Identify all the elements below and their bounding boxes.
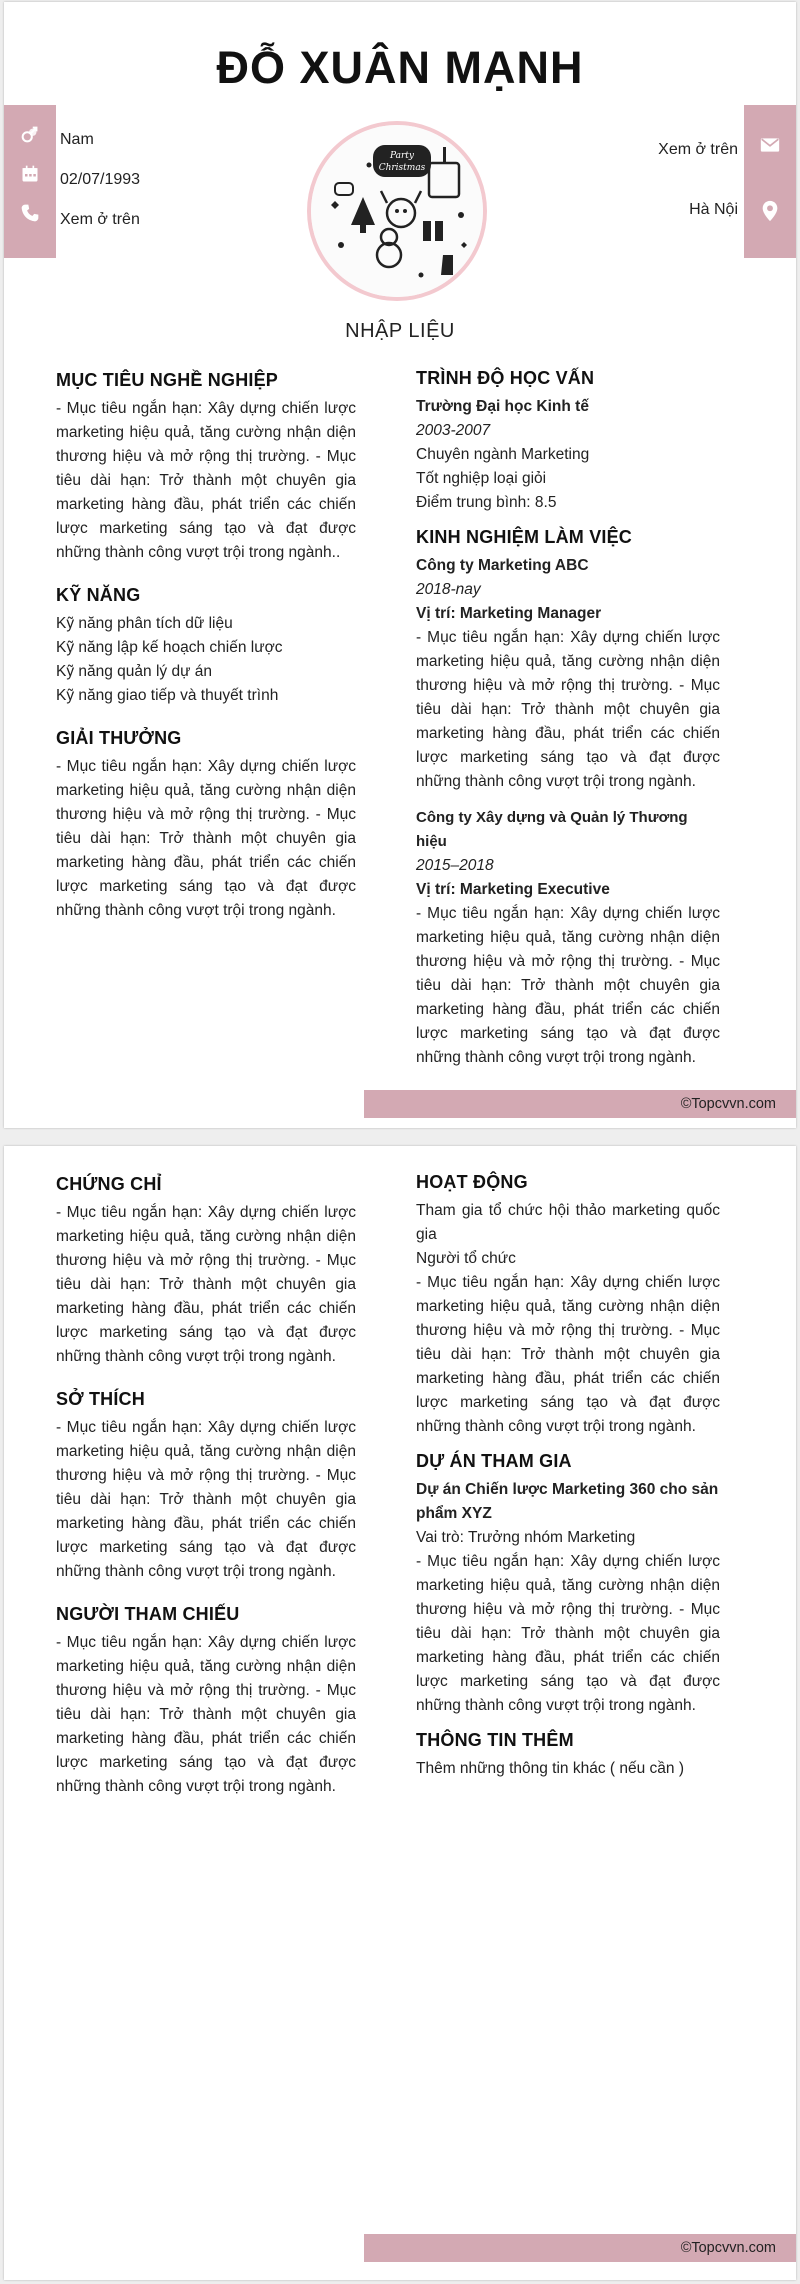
left-column-page1 <box>56 370 356 923</box>
footer-credit: ©Topcvvn.com <box>364 1090 796 1118</box>
profile-photo <box>307 121 487 301</box>
job-description: - Mục tiêu ngắn hạn: Xây dựng chiến lược marketing hiệu quả, tăng cường nhận diện thương hiệu và mở rộng thị trường. - Mục tiêu dài hạn: Trở thành một chuyên gia marketing hàng đầu, phát triển các chiến lược marketing sáng tạo và đạt được những thành công vượt trội trong ngành. <box>416 905 720 1066</box>
activity-role: Người tổ chức <box>416 1250 516 1267</box>
activity-text: - Mục tiêu ngắn hạn: Xây dựng chiến lược marketing hiệu quả, tăng cường nhận diện thương hiệu và mở rộng thị trường. - Mục tiêu dài hạn: Trở thành một chuyên gia marketing hàng đầu, phát triển các chiến lược marketing sáng tạo và đạt được những thành công vượt trội trong ngành. <box>416 1274 720 1435</box>
education-grade: Tốt nghiệp loại giỏi <box>416 470 547 487</box>
mail-icon <box>758 133 782 157</box>
job-period: 2018-nay <box>416 581 481 598</box>
job-position: Vị trí: Marketing Manager <box>416 605 602 622</box>
activity-name: Tham gia tổ chức hội thảo marketing quốc gia <box>416 1202 720 1243</box>
job-company: Công ty Marketing ABC <box>416 557 589 574</box>
job-position: Vị trí: Marketing Executive <box>416 881 610 898</box>
references-title: NGƯỜI THAM CHIẾU <box>56 1604 240 1624</box>
skill-item: Kỹ năng giao tiếp và thuyết trình <box>56 687 279 704</box>
gender-icon <box>18 123 42 147</box>
project-name: Dự án Chiến lược Marketing 360 cho sản phẩm XYZ <box>416 1481 719 1522</box>
right-column-page1 <box>416 368 720 1070</box>
projects-title: DỰ ÁN THAM GIA <box>416 1451 572 1471</box>
certificates-text: - Mục tiêu ngắn hạn: Xây dựng chiến lược marketing hiệu quả, tăng cường nhận diện thương hiệu và mở rộng thị trường. - Mục tiêu dài hạn: Trở thành một chuyên gia marketing hàng đầu, phát triển các chiến lược marketing sáng tạo và đạt được những thành công vượt trội trong ngành. <box>56 1204 356 1365</box>
svg-text:Party: Party <box>389 151 415 161</box>
job-company: Công ty Xây dựng và Quản lý Thương hiệu <box>416 809 688 850</box>
job-description: - Mục tiêu ngắn hạn: Xây dựng chiến lược marketing hiệu quả, tăng cường nhận diện thương hiệu và mở rộng thị trường. - Mục tiêu dài hạn: Trở thành một chuyên gia marketing hàng đầu, phát triển các chiến lược marketing sáng tạo và đạt được những thành công vượt trội trong ngành. <box>416 629 720 790</box>
education-major: Chuyên ngành Marketing <box>416 446 590 463</box>
footer-credit: ©Topcvvn.com <box>364 2234 796 2262</box>
left-contact-band <box>4 105 56 258</box>
hobbies-text: - Mục tiêu ngắn hạn: Xây dựng chiến lược marketing hiệu quả, tăng cường nhận diện thương hiệu và mở rộng thị trường. - Mục tiêu dài hạn: Trở thành một chuyên gia marketing hàng đầu, phát triển các chiến lược marketing sáng tạo và đạt được những thành công vượt trội trong ngành. <box>56 1419 356 1580</box>
awards-text: - Mục tiêu ngắn hạn: Xây dựng chiến lược marketing hiệu quả, tăng cường nhận diện thương hiệu và mở rộng thị trường. - Mục tiêu dài hạn: Trở thành một chuyên gia marketing hàng đầu, phát triển các chiến lược marketing sáng tạo và đạt được những thành công vượt trội trong ngành. <box>56 758 356 919</box>
right-column-page2 <box>416 1172 720 1781</box>
certificates-title: CHỨNG CHỈ <box>56 1174 162 1194</box>
location-icon <box>758 199 782 223</box>
skill-item: Kỹ năng phân tích dữ liệu <box>56 615 233 632</box>
project-role: Vai trò: Trưởng nhóm Marketing <box>416 1529 636 1546</box>
left-column-page2 <box>56 1174 356 1799</box>
gender-value: Nam <box>60 131 94 148</box>
cv-page-1 <box>4 2 796 1128</box>
experience-title: KINH NGHIỆM LÀM VIỆC <box>416 527 633 547</box>
career-title: MỤC TIÊU NGHỀ NGHIỆP <box>56 370 279 390</box>
right-contact-band <box>744 105 796 258</box>
skill-item: Kỹ năng lập kế hoạch chiến lược <box>56 639 283 656</box>
project-text: - Mục tiêu ngắn hạn: Xây dựng chiến lược marketing hiệu quả, tăng cường nhận diện thương hiệu và mở rộng thị trường. - Mục tiêu dài hạn: Trở thành một chuyên gia marketing hàng đầu, phát triển các chiến lược marketing sáng tạo và đạt được những thành công vượt trội trong ngành. <box>416 1553 720 1714</box>
education-period: 2003-2007 <box>416 422 491 439</box>
education-school: Trường Đại học Kinh tế <box>416 398 589 415</box>
job-title: NHẬP LIỆU <box>345 320 455 342</box>
job-period: 2015–2018 <box>416 857 494 874</box>
address-value: Hà Nội <box>689 201 738 218</box>
email-value: Xem ở trên <box>658 141 738 158</box>
education-gpa: Điểm trung bình: 8.5 <box>416 494 557 511</box>
calendar-icon <box>18 162 42 186</box>
education-title: TRÌNH ĐỘ HỌC VẤN <box>416 368 595 388</box>
phone-icon <box>18 201 42 225</box>
phone-value: Xem ở trên <box>60 211 140 228</box>
awards-title: GIẢI THƯỞNG <box>56 728 182 748</box>
cv-page-2 <box>4 1146 796 2280</box>
more-info-text: Thêm những thông tin khác ( nếu cần ) <box>416 1760 685 1777</box>
career-text: - Mục tiêu ngắn hạn: Xây dựng chiến lược marketing hiệu quả, tăng cường nhận diện thương hiệu và mở rộng thị trường. - Mục tiêu dài hạn: Trở thành một chuyên gia marketing hàng đầu, phát triển các chiến lược marketing sáng tạo và đạt được những thành công vượt trội trong ngành.. <box>56 400 356 561</box>
references-text: - Mục tiêu ngắn hạn: Xây dựng chiến lược marketing hiệu quả, tăng cường nhận diện thương hiệu và mở rộng thị trường. - Mục tiêu dài hạn: Trở thành một chuyên gia marketing hàng đầu, phát triển các chiến lược marketing sáng tạo và đạt được những thành công vượt trội trong ngành. <box>56 1634 356 1795</box>
skills-title: KỸ NĂNG <box>56 585 141 605</box>
svg-text:Christmas: Christmas <box>378 163 426 173</box>
skill-item: Kỹ năng quản lý dự án <box>56 663 213 680</box>
hobbies-title: SỞ THÍCH <box>56 1389 145 1409</box>
activities-title: HOẠT ĐỘNG <box>416 1172 528 1192</box>
birthday-value: 02/07/1993 <box>60 171 141 188</box>
more-info-title: THÔNG TIN THÊM <box>416 1730 574 1750</box>
candidate-name: ĐỖ XUÂN MẠNH <box>216 42 584 93</box>
